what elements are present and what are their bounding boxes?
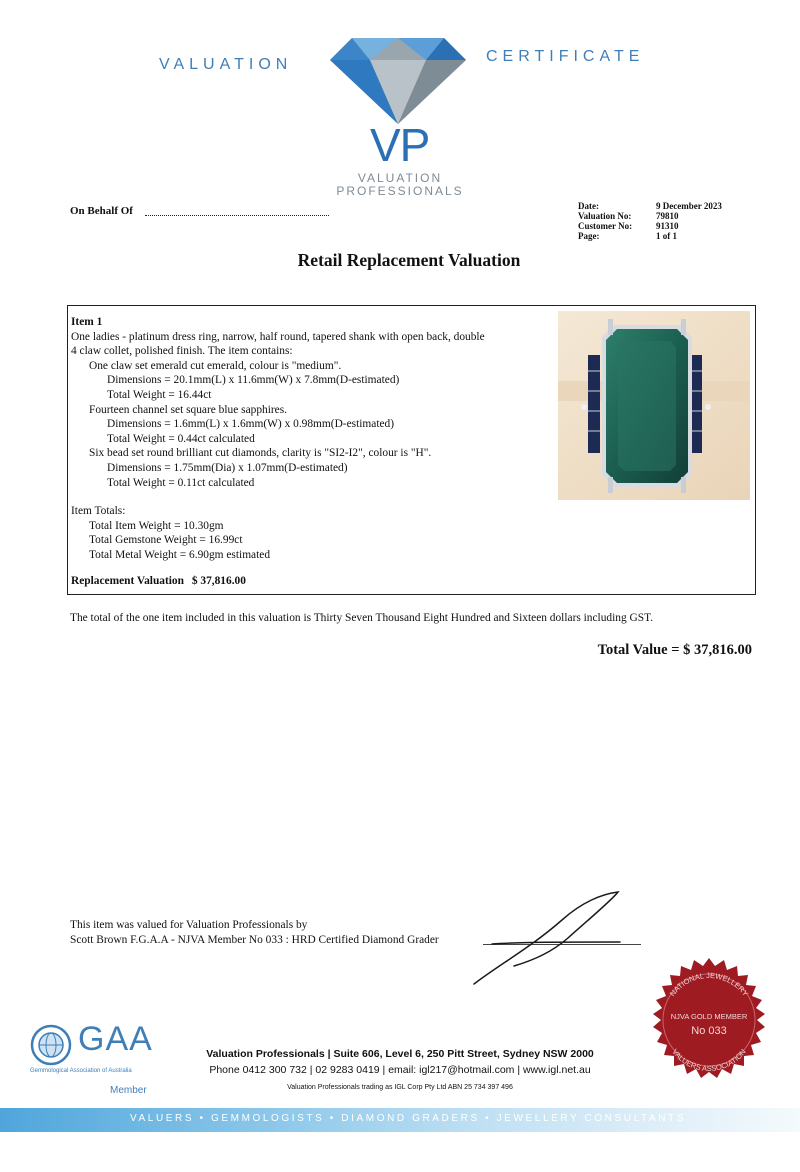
date-label: Date: (578, 201, 599, 211)
emerald-ring-image (558, 311, 750, 500)
meta-block (578, 201, 758, 245)
item-line: One ladies - platinum dress ring, narrow, half round, tapered shank with open back, double (71, 330, 485, 343)
valuation-no-label: Valuation No: (578, 211, 632, 221)
item-total-line: Total Gemstone Weight = 16.99ct (89, 534, 243, 547)
logo-sub-line1: VALUATION (357, 171, 443, 185)
item-line: Dimensions = 1.75mm(Dia) x 1.07mm(D-estimated) (107, 461, 348, 474)
customer-no-label: Customer No: (578, 221, 633, 231)
page-value: 1 of 1 (656, 231, 677, 241)
diamond-logo-icon (330, 38, 466, 124)
seal-bottom-text: VALUERS ASSOCIATION (670, 1047, 748, 1074)
gaa-sub-text: Gemmological Association of Australia (30, 1068, 132, 1074)
on-behalf-of (70, 205, 133, 217)
footer-line3: Valuation Professionals trading as IGL Corp Pty Ltd ABN 25 734 397 496 (287, 1084, 513, 1091)
document-title: Retail Replacement Valuation (297, 250, 521, 270)
on-behalf-of-label: On Behalf Of (70, 205, 133, 217)
signature-icon (470, 890, 630, 990)
item-line: Six bead set round brilliant cut diamonds, clarity is "SI2-I2", colour is "H". (89, 447, 432, 460)
footer-line2: Phone 0412 300 732 | 02 9283 0419 | email: igl217@hotmail.com | www.igl.net.au (209, 1064, 591, 1076)
gaa-logo-text: GAA (78, 1020, 153, 1058)
on-behalf-of-line (145, 215, 329, 216)
item-line: Dimensions = 1.6mm(L) x 1.6mm(W) x 0.98mm(D-estimated) (107, 418, 395, 431)
ring-photo (558, 311, 750, 500)
item-line: Total Weight = 0.44ct calculated (107, 432, 255, 445)
replacement-valuation (71, 575, 246, 587)
logo-sub-line2: PROFESSIONALS (336, 184, 464, 198)
page-label: Page: (578, 231, 600, 241)
seal-center-line2: No 033 (691, 1025, 727, 1037)
replacement-label: Replacement Valuation (71, 575, 184, 587)
customer-no-value: 91310 (656, 221, 679, 231)
footer-line1: Valuation Professionals | Suite 606, Level 6, 250 Pitt Street, Sydney NSW 2000 (206, 1048, 594, 1060)
total-value: Total Value = $ 37,816.00 (597, 642, 752, 658)
item-line: Total Weight = 16.44ct (107, 388, 212, 401)
footer-band (0, 1108, 800, 1132)
seal-top-text: NATIONAL JEWELLERY (667, 970, 751, 998)
gaa-member-label: Member (110, 1085, 147, 1096)
header-certificate-word: CERTIFICATE (486, 48, 645, 65)
item-line: One claw set emerald cut emerald, colour is "medium". (89, 359, 342, 372)
valuation-no-value: 79810 (656, 211, 679, 221)
signoff-line1: This item was valued for Valuation Professionals by (70, 919, 308, 931)
replacement-value: $ 37,816.00 (191, 575, 246, 587)
signoff-line2: Scott Brown F.G.A.A - NJVA Member No 033 : HRD Certified Diamond Grader (70, 934, 439, 946)
seal-center-line1: NJVA GOLD MEMBER (670, 1012, 748, 1021)
item-totals-heading: Item Totals: (71, 505, 126, 518)
footer-band-text: VALUERS • GEMMOLOGISTS • DIAMOND GRADERS • JEWELLERY CONSULTANTS (130, 1113, 687, 1124)
vp-logo-text: VP (370, 119, 430, 171)
summary-sentence: The total of the one item included in this valuation is Thirty Seven Thousand Eight Hundred and Sixteen dollars including GST. (70, 612, 654, 624)
item-description (71, 315, 541, 563)
logo-subtitle (330, 172, 470, 198)
item-total-line: Total Item Weight = 10.30gm (89, 519, 224, 532)
item-heading: Item 1 (71, 316, 103, 328)
date-value: 9 December 2023 (656, 201, 722, 211)
item-line: Fourteen channel set square blue sapphires. (89, 403, 288, 416)
item-total-line: Total Metal Weight = 6.90gm estimated (89, 548, 271, 561)
header-valuation-word: VALUATION (159, 56, 293, 73)
item-line: Total Weight = 0.11ct calculated (107, 476, 255, 489)
item-line: Dimensions = 20.1mm(L) x 11.6mm(W) x 7.8mm(D-estimated) (107, 374, 400, 387)
item-line: 4 claw collet, polished finish. The item contains: (71, 345, 293, 358)
signoff (70, 918, 439, 948)
